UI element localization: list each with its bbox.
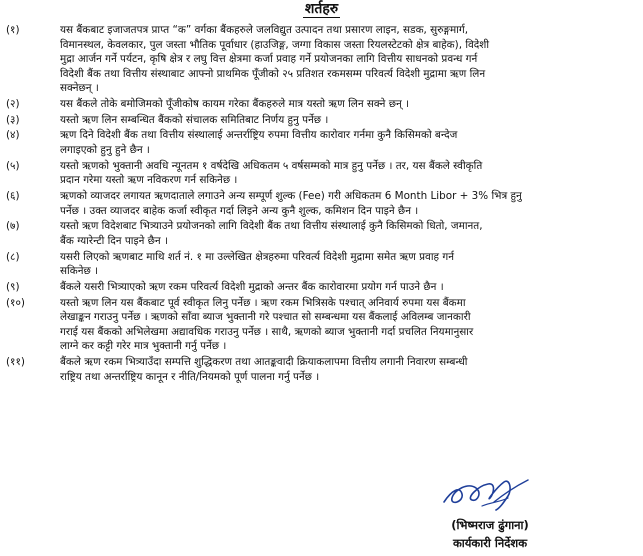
clause-item	[0, 159, 643, 188]
clause-line: यस बैंकले तोके बमोजिमको पूँजीकोष कायम गरेका बैंकहरुले मात्र यस्तो ऋण लिन सक्ने छन् ।	[60, 98, 409, 111]
clause-line: यसरी लिएको ऋणबाट माथि शर्त नं. १ मा उल्लेखित क्षेत्रहरुमा परिवर्त्य विदेशी मुद्रामा समेत ऋण प्रवाह गर्न	[60, 250, 454, 263]
clause-line: बैंकले ऋण रकम भित्र्याउँदा सम्पत्ति शुद्धिकरण तथा आतङ्कवादी क्रियाकलापमा वित्तीय लगानी निवारण सम्बन्धी	[60, 356, 468, 368]
clause-item	[0, 280, 643, 295]
clause-text	[60, 296, 638, 354]
clause-text	[60, 128, 638, 157]
clause-line: यस्तो ऋणको भुक्तानी अवधि न्यूनतम १ वर्षदेखि अधिकतम ५ वर्षसम्मको मात्र हुनु पर्नेछ । तर, यस बैंकले स्वीकृति	[60, 159, 483, 172]
clause-item	[0, 355, 643, 384]
clause-line: सकिनेछ ।	[60, 265, 98, 278]
clause-line: विमानस्थल, केवलकार, पुल जस्ता भौतिक पूर्वाधार (हाउजिङ्ग, जग्गा विकास जस्ता रियलस्टेटको क्षेत्र बाहेक), विदेशी	[60, 38, 490, 51]
clause-number: (११)	[6, 356, 25, 368]
clause-number: (६)	[6, 190, 20, 202]
clause-number: (१)	[6, 24, 20, 36]
clause-line: विदेशी बैंक तथा वित्तीय संस्थाबाट आफ्नो प्राथमिक पूँजीको २५ प्रतिशत रकमसम्म परिवर्त्य विदेशी मुद्रामा ऋण लिन	[60, 67, 486, 80]
clause-number: (९)	[6, 280, 20, 293]
signature-mark	[438, 472, 534, 516]
clause-line: लाग्ने कर कट्टी गरेर मात्र भुक्तानी गर्नु पर्नेछ ।	[60, 340, 227, 353]
clause-line: पर्नेछ । उक्त व्याजदर बाहेक कर्जा स्वीकृत गर्दा लिइने अन्य कुनै शुल्क, कमिशन दिन पाइने छैन ।	[60, 204, 419, 217]
clause-text	[60, 355, 638, 384]
clause-item	[0, 189, 643, 218]
clause-text	[60, 250, 638, 279]
clause-line: यस्तो ऋण विदेशबाट भित्र्याउने प्रयोजनको लागि विदेशी बैंक तथा वित्तीय संस्थालाई कुनै किसिमको धितो, जमानत,	[60, 220, 483, 233]
clause-item	[0, 97, 643, 112]
clause-number: (४)	[6, 129, 20, 142]
signatory-title: कार्यकारी निर्देशक	[452, 536, 528, 550]
clause-line: बैंक ग्यारेन्टी दिन पाइने छैन ।	[60, 234, 168, 247]
title-text: शर्तहरु	[304, 1, 339, 17]
clause-line: यस्तो ऋण लिन यस बैंकबाट पूर्व स्वीकृत लिनु पर्नेछ । ऋण रकम भित्रिसके पश्चात् अनिवार्य रुपमा यस बैंकमा	[60, 296, 466, 309]
clause-line: लगाइएको हुनु हुने छैन ।	[60, 144, 150, 157]
clause-line: मुद्रा आर्जन गर्ने पर्यटन, कृषि क्षेत्र र लघु वित्त क्षेत्रमा कर्जा प्रवाह गर्ने प्रयोजनका लागि वित्तीय साधनको प्रवन्ध गर्न	[60, 53, 478, 66]
clause-number: (८)	[6, 250, 20, 263]
clause-line: लेखाङ्कन गराउनु पर्नेछ । ऋणको साँवा ब्याज भुक्तानी गरे पश्चात सो सम्बन्धमा यस बैंकलाई अविलम्ब जानकारी	[60, 311, 471, 324]
clause-text	[60, 23, 638, 96]
clause-line: ऋणको व्याजदर लगायत ऋणदाताले लगाउने अन्य सम्पूर्ण शुल्क (Fee) गरी अधिकतम 6 Month Libor + 3% भित्र हुनु	[60, 190, 522, 202]
clause-line: ऋण दिने विदेशी बैंक तथा वित्तीय संस्थालाई अन्तर्राष्ट्रिय रुपमा वित्तीय कारोवार गर्नमा कुनै किसिमको बन्देज	[60, 129, 458, 142]
clause-line: यस बैंकबाट इजाजतपत्र प्राप्त “क” वर्गका बैंकहरुले जलविद्युत उत्पादन तथा प्रसारण लाइन, सडक, सुरुङ्गमार्ग,	[60, 24, 469, 36]
clause-text	[60, 219, 638, 248]
clause-number: (५)	[6, 159, 20, 172]
clause-line: राष्ट्रिय तथा अन्तर्राष्ट्रिय कानून र नीति/नियमको पूर्ण पालना गर्नु पर्नेछ ।	[60, 370, 320, 383]
clause-line: यस्तो ऋण लिन सम्बन्धित बैंकको संचालक समितिबाट निर्णय हुनु पर्नेछ ।	[60, 113, 329, 126]
clause-list	[0, 23, 643, 385]
clause-line: प्रदान गरेमा यस्तो ऋण नविकरण गर्न सकिनेछ ।	[60, 174, 238, 187]
clause-item	[0, 113, 643, 128]
clause-item	[0, 128, 643, 157]
document-title	[0, 0, 643, 18]
clause-number: (१०)	[6, 296, 25, 309]
clause-line: बैंकले यसरी भित्र्याएको ऋण रकम परिवर्त्य विदेशी मुद्राको अन्तर बैंक कारोवारमा प्रयोग गर्न पाउने छैन ।	[60, 280, 444, 293]
signatory-name: (भिष्मराज ढुंगाना)	[451, 518, 529, 532]
clause-item	[0, 219, 643, 248]
clause-line: गराई यस बैंकको अभिलेखमा अद्यावधिक गराउनु पर्नेछ । साथै, ऋणको ब्याज भुक्तानी गर्दा प्रचलित नियमानुसार	[60, 325, 474, 338]
clause-item	[0, 23, 643, 96]
clause-item	[0, 296, 643, 354]
clause-number: (२)	[6, 98, 20, 111]
clause-text	[60, 189, 638, 218]
clause-text	[60, 159, 638, 188]
clause-number: (३)	[6, 113, 20, 126]
clause-item	[0, 250, 643, 279]
clause-text	[60, 113, 638, 128]
clause-text	[60, 97, 638, 112]
clause-line: सक्नेछन् ।	[60, 82, 99, 95]
clause-number: (७)	[6, 220, 20, 233]
clause-text	[60, 280, 638, 295]
